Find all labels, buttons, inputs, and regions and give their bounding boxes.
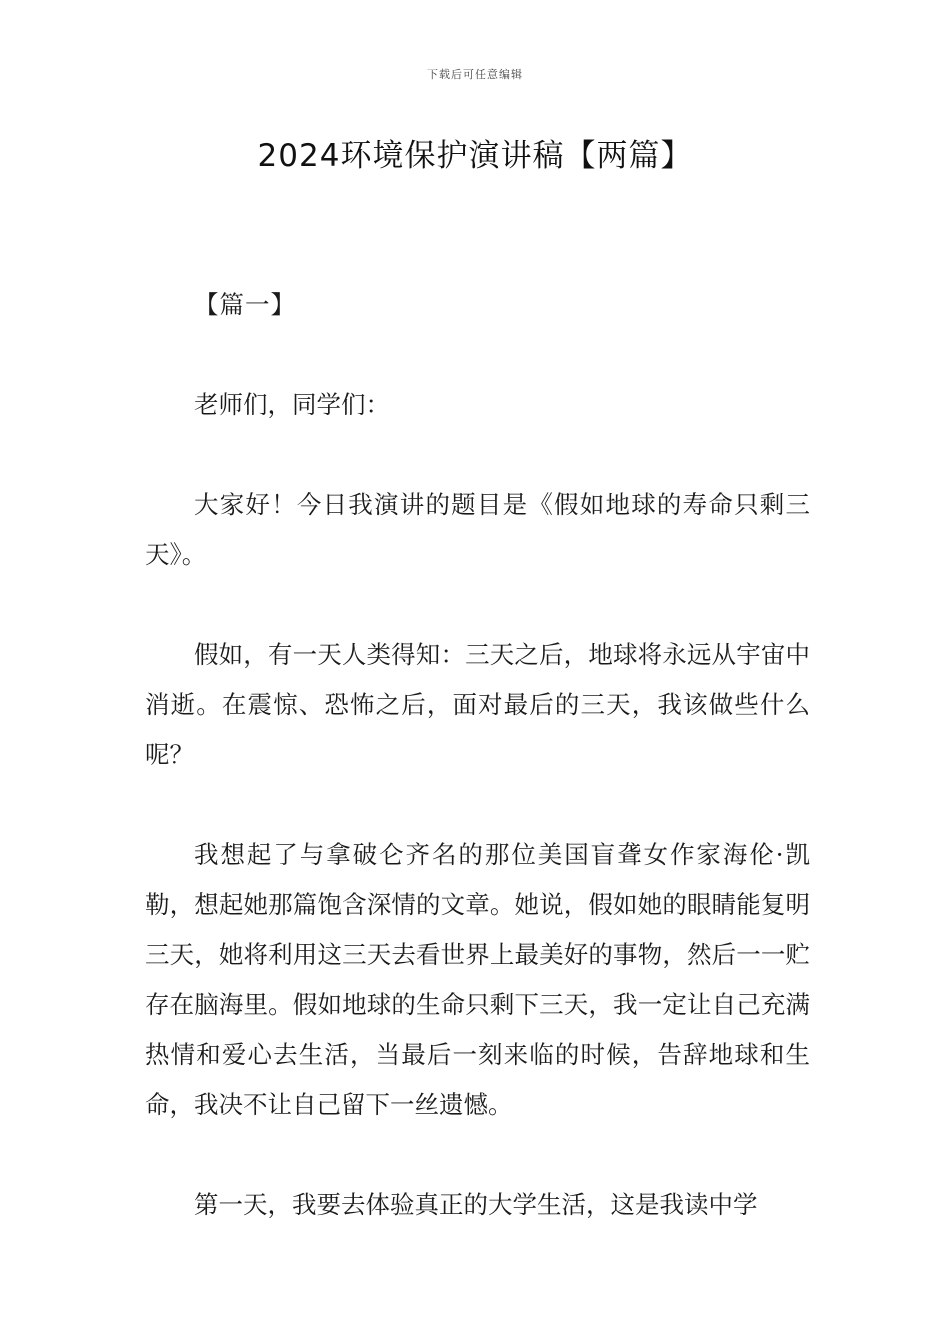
paragraph: 我想起了与拿破仑齐名的那位美国盲聋女作家海伦·凯勒，想起她那篇饱含深情的文章。她说，假如她的眼睛能复明三天，她将利用这三天去看世界上最美好的事物，然后一一贮存在脑海里。假如地球的生命只剩下三天，我一定让自己充满热情和爱心去生活，当最后一刻来临的时候，告辞地球和生命，我决不让自己留下一丝遗憾。 — [145, 840, 810, 1119]
paragraph: 假如，有一天人类得知：三天之后，地球将永远从宇宙中消逝。在震惊、恐怖之后，面对最后的三天，我该做些什么呢？ — [145, 640, 810, 769]
document-body — [145, 280, 810, 1280]
paragraph: 第一天，我要去体验真正的大学生活，这是我读中学 — [194, 1190, 758, 1219]
header-note: 下载后可任意编辑 — [427, 68, 523, 81]
paragraph: 大家好！今日我演讲的题目是《假如地球的寿命只剩三天》。 — [145, 490, 810, 569]
section-label: 【篇一】 — [194, 290, 296, 319]
document-title: 2024环境保护演讲稿【两篇】 — [257, 138, 693, 174]
greeting: 老师们，同学们： — [194, 390, 390, 419]
